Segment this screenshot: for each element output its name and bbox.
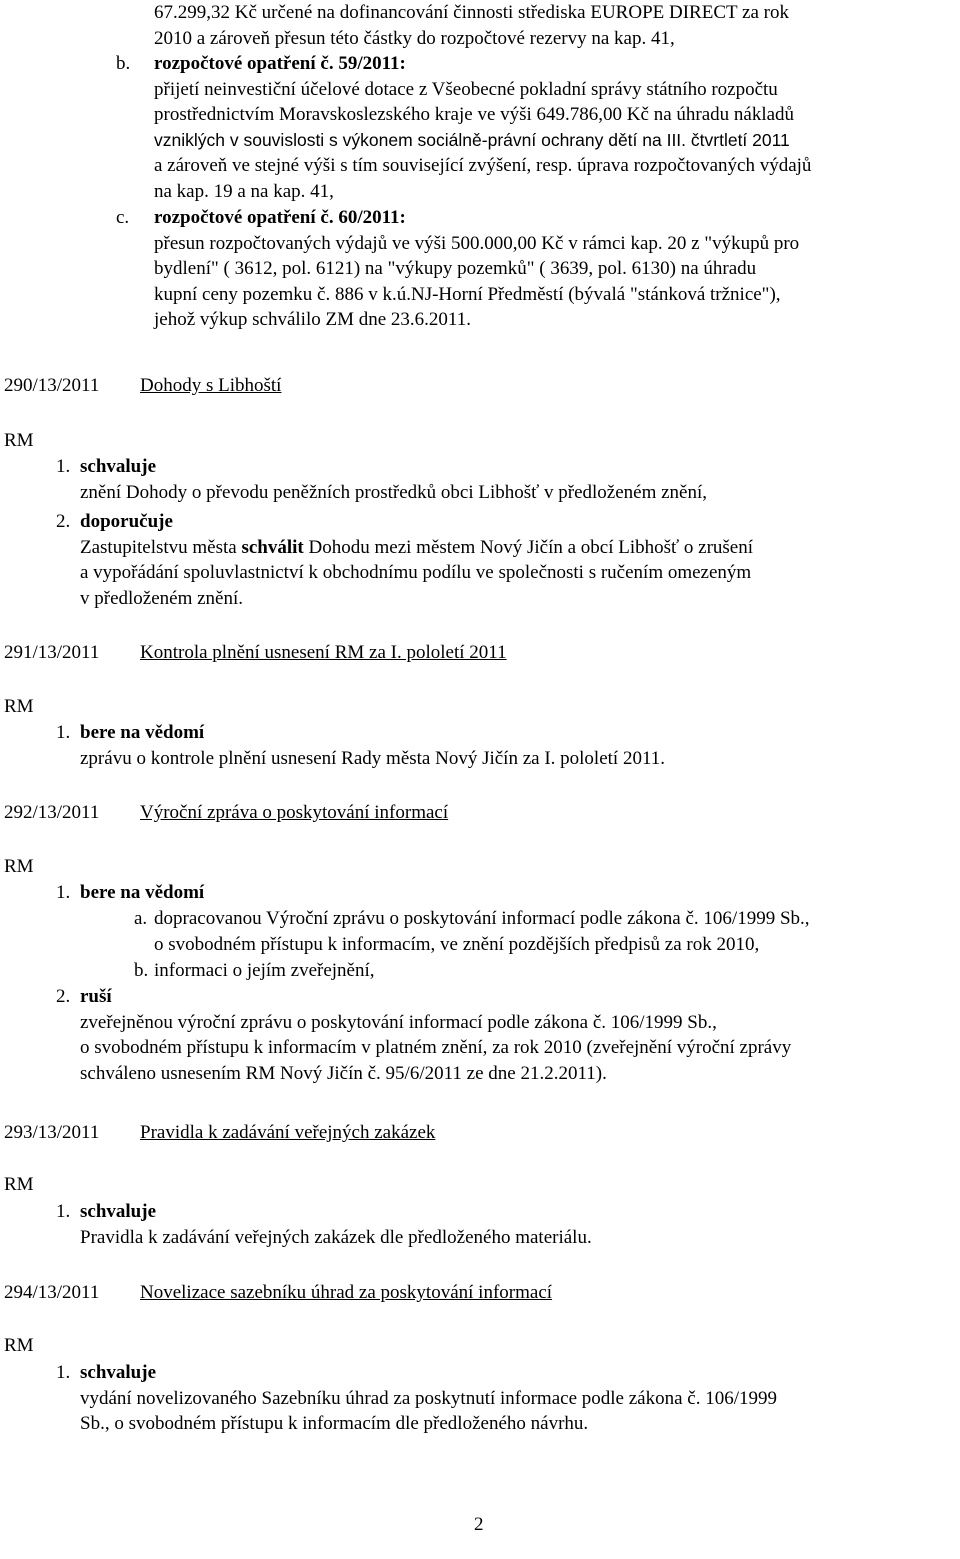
text-line: zprávu o kontrole plnění usnesení Rady města Nový Jičín za I. pololetí 2011.: [80, 747, 666, 769]
text-span: Zastupitelstvu města: [80, 536, 237, 558]
item-b-label: b.: [116, 53, 131, 74]
text-line: bydlení" ( 3612, pol. 6121) na "výkupy pozemků" ( 3639, pol. 6130) na úhradu: [154, 258, 757, 280]
item-label: 1.: [56, 882, 71, 903]
resolution-item: [80, 984, 791, 1086]
verb: schvaluje: [80, 1201, 156, 1222]
text-line: o svobodném přístupu k informacím v platném znění, za rok 2010 (zveřejnění výroční zprávy: [80, 1037, 792, 1059]
text-line: informaci o jejím zveřejnění,: [154, 960, 375, 981]
rm-label: RM: [4, 1335, 34, 1356]
rm-label: RM: [4, 696, 34, 717]
text-line: vzniklých v souvislosti s výkonem sociálně-právní ochrany dětí na III. čtvrtletí 2011: [154, 129, 790, 150]
resolution-title: Kontrola plnění usnesení RM za I. pololetí 2011: [140, 642, 507, 663]
item-label: 1.: [56, 722, 71, 743]
text-line: přesun rozpočtovaných výdajů ve výši 500.000,00 Kč v rámci kap. 20 z "výkupů pro: [154, 232, 800, 254]
verb: doporučuje: [80, 511, 173, 532]
sub-item: [154, 906, 810, 957]
rm-label: RM: [4, 856, 34, 877]
top-continuation: [154, 0, 789, 51]
resolution-item: [80, 509, 753, 611]
resolution-heading: [4, 373, 281, 399]
budget-measure-title: rozpočtové opatření č. 59/2011:: [154, 53, 406, 74]
resolution-title: Pravidla k zadávání veřejných zakázek: [140, 1122, 436, 1143]
resolution-item: [80, 1199, 592, 1250]
resolution-number: 293/13/2011: [4, 1122, 100, 1143]
text-line: a vypořádání spoluvlastnictví k obchodnímu podílu ve společnosti s ručením omezeným: [80, 562, 752, 584]
text-line: Pravidla k zadávání veřejných zakázek dle předloženého materiálu.: [80, 1226, 592, 1248]
resolution-number: 290/13/2011: [4, 375, 100, 396]
resolution-title: Novelizace sazebníku úhrad za poskytování informací: [140, 1282, 553, 1303]
text-line: znění Dohody o převodu peněžních prostředků obci Libhošť v předloženém znění,: [80, 481, 708, 503]
text-line: kupní ceny pozemku č. 886 v k.ú.NJ-Horní Předměstí (bývalá "stánková tržnice"),: [154, 283, 781, 305]
verb: schvaluje: [80, 1362, 156, 1383]
emphasis: schválit: [241, 536, 304, 558]
resolution-title: Výroční zpráva o poskytování informací: [140, 802, 449, 823]
rm-label: RM: [4, 430, 34, 451]
verb: ruší: [80, 986, 112, 1007]
text-line: jehož výkup schválilo ZM dne 23.6.2011.: [154, 309, 471, 331]
text-line: v předloženém znění.: [80, 587, 244, 609]
text-line: [80, 535, 753, 561]
text-line: přijetí neinvestiční účelové dotace z Všeobecné pokladní správy státního rozpočtu: [154, 78, 778, 100]
resolution-heading: [4, 640, 507, 666]
item-label: 1.: [56, 456, 71, 477]
resolution-title: Dohody s Libhoští: [140, 375, 282, 396]
text-line: na kap. 19 a na kap. 41,: [154, 180, 334, 202]
resolution-item: [80, 1360, 777, 1437]
item-label: 2.: [56, 511, 71, 532]
budget-measure-title: rozpočtové opatření č. 60/2011:: [154, 207, 406, 228]
text-line: a zároveň ve stejné výši s tím související zvýšení, resp. úprava rozpočtovaných výdajů: [154, 155, 812, 177]
resolution-item: [80, 454, 707, 505]
text-line: schváleno usnesením RM Nový Jičín č. 95/6/2011 ze dne 21.2.2011).: [80, 1062, 607, 1084]
resolution-heading: [4, 800, 448, 826]
item-label: 2.: [56, 986, 71, 1007]
resolution-number: 292/13/2011: [4, 802, 100, 823]
text-span: Dohodu mezi městem Nový Jičín a obcí Libhošť o zrušení: [308, 536, 754, 558]
item-c: [154, 205, 799, 333]
verb: bere na vědomí: [80, 882, 205, 903]
text-line: vydání novelizovaného Sazebníku úhrad za poskytnutí informace podle zákona č. 106/1999: [80, 1387, 777, 1409]
text-line: prostřednictvím Moravskoslezského kraje ve výši 649.786,00 Kč na úhradu nákladů: [154, 104, 795, 126]
resolution-heading: [4, 1280, 552, 1306]
resolution-number: 291/13/2011: [4, 642, 100, 663]
text-line: 2010 a zároveň přesun této částky do rozpočtové rezervy na kap. 41,: [154, 27, 675, 49]
page-number: 2: [474, 1514, 484, 1535]
text-line: zveřejněnou výroční zprávu o poskytování informací podle zákona č. 106/1999 Sb.,: [80, 1011, 717, 1033]
item-b: [154, 51, 811, 205]
verb: bere na vědomí: [80, 722, 205, 743]
text-line: dopracovanou Výroční zprávu o poskytování informací podle zákona č. 106/1999 Sb.,: [154, 908, 810, 929]
resolution-heading: [4, 1120, 435, 1146]
text-line: o svobodném přístupu k informacím, ve znění pozdějších předpisů za rok 2010,: [154, 933, 760, 955]
item-c-label: c.: [116, 207, 130, 228]
sub-label: b.: [134, 960, 149, 981]
verb: schvaluje: [80, 456, 156, 477]
item-label: 1.: [56, 1362, 71, 1383]
sub-label: a.: [134, 908, 148, 929]
rm-label: RM: [4, 1174, 34, 1195]
resolution-number: 294/13/2011: [4, 1282, 100, 1303]
text-line: 67.299,32 Kč určené na dofinancování činnosti střediska EUROPE DIRECT za rok: [154, 2, 789, 23]
item-label: 1.: [56, 1201, 71, 1222]
text-line: Sb., o svobodném přístupu k informacím dle předloženého návrhu.: [80, 1413, 589, 1435]
resolution-item: [80, 720, 665, 771]
